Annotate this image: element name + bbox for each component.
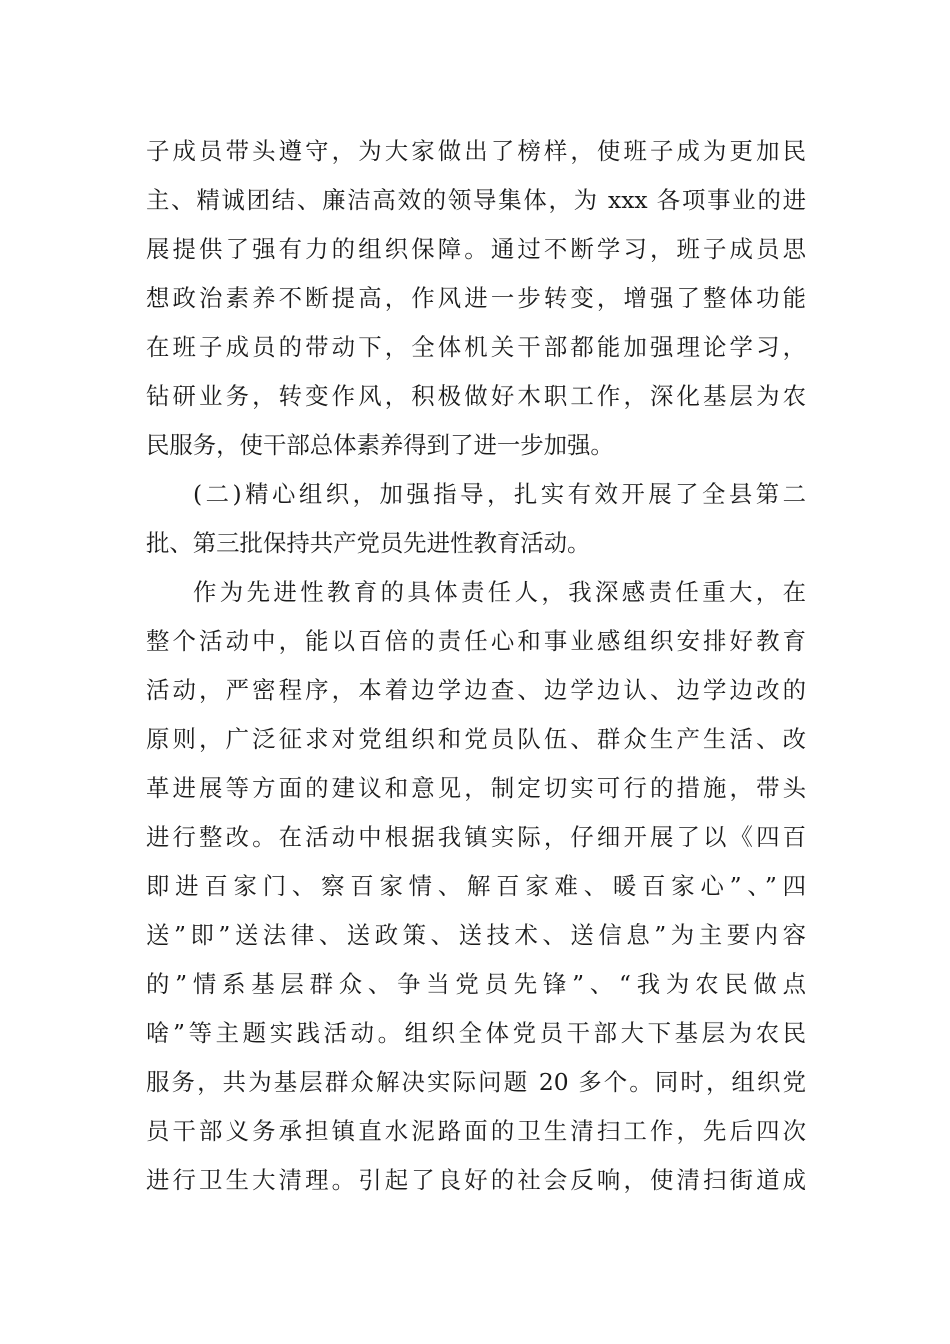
section-heading-continued: 批、第三批保持共产党员先进性教育活动。 <box>146 529 591 557</box>
text-line: 即进百家门、察百家情、解百家难、暖百家心”、”四 <box>146 872 806 900</box>
text-line: 革进展等方面的建议和意见，制定切实可行的措施，带头 <box>146 774 806 802</box>
text-line: 原则，广泛征求对党组织和党员队伍、群众生产生活、改 <box>146 725 806 753</box>
text-line: 想政治素养不断提高，作风进一步转变，增强了整体功能 <box>146 284 806 312</box>
text-line: 在班子成员的带动下，全体机关干部都能加强理论学习， <box>146 333 806 361</box>
text-line: 的”情系基层群众、争当党员先锋”、“我为农民做点 <box>146 970 806 998</box>
text-line: 服务，共为基层群众解决实际问题 20 多个。同时，组织党 <box>146 1068 806 1096</box>
section-heading: (二)精心组织，加强指导，扎实有效开展了全县第二 <box>193 480 806 508</box>
text-line: 民服务，使干部总体素养得到了进一步加强。 <box>146 431 614 459</box>
text-line: 进行卫生大清理。引起了良好的社会反响，使清扫街道成 <box>146 1166 806 1194</box>
text-line: 啥”等主题实践活动。组织全体党员干部大下基层为农民 <box>146 1019 806 1047</box>
paragraph-start: 作为先进性教育的具体责任人，我深感责任重大，在 <box>193 578 806 606</box>
text-line: 进行整改。在活动中根据我镇实际，仔细开展了以《四百 <box>146 823 806 851</box>
text-line: 送”即”送法律、送政策、送技术、送信息”为主要内容 <box>146 921 806 949</box>
text-line: 钻研业务，转变作风，积极做好木职工作，深化基层为农 <box>146 382 806 410</box>
text-line: 子成员带头遵守，为大家做出了榜样，使班子成为更加民 <box>146 137 806 165</box>
text-line: 整个活动中，能以百倍的责任心和事业感组织安排好教育 <box>146 627 806 655</box>
text-line: 主、精诚团结、廉洁高效的领导集体，为 xxx 各项事业的进 <box>146 186 806 214</box>
text-line: 活动，严密程序，本着边学边查、边学边认、边学边改的 <box>146 676 806 704</box>
text-line: 员干部义务承担镇直水泥路面的卫生清扫工作，先后四次 <box>146 1117 806 1145</box>
text-line: 展提供了强有力的组织保障。通过不断学习，班子成员思 <box>146 235 806 263</box>
